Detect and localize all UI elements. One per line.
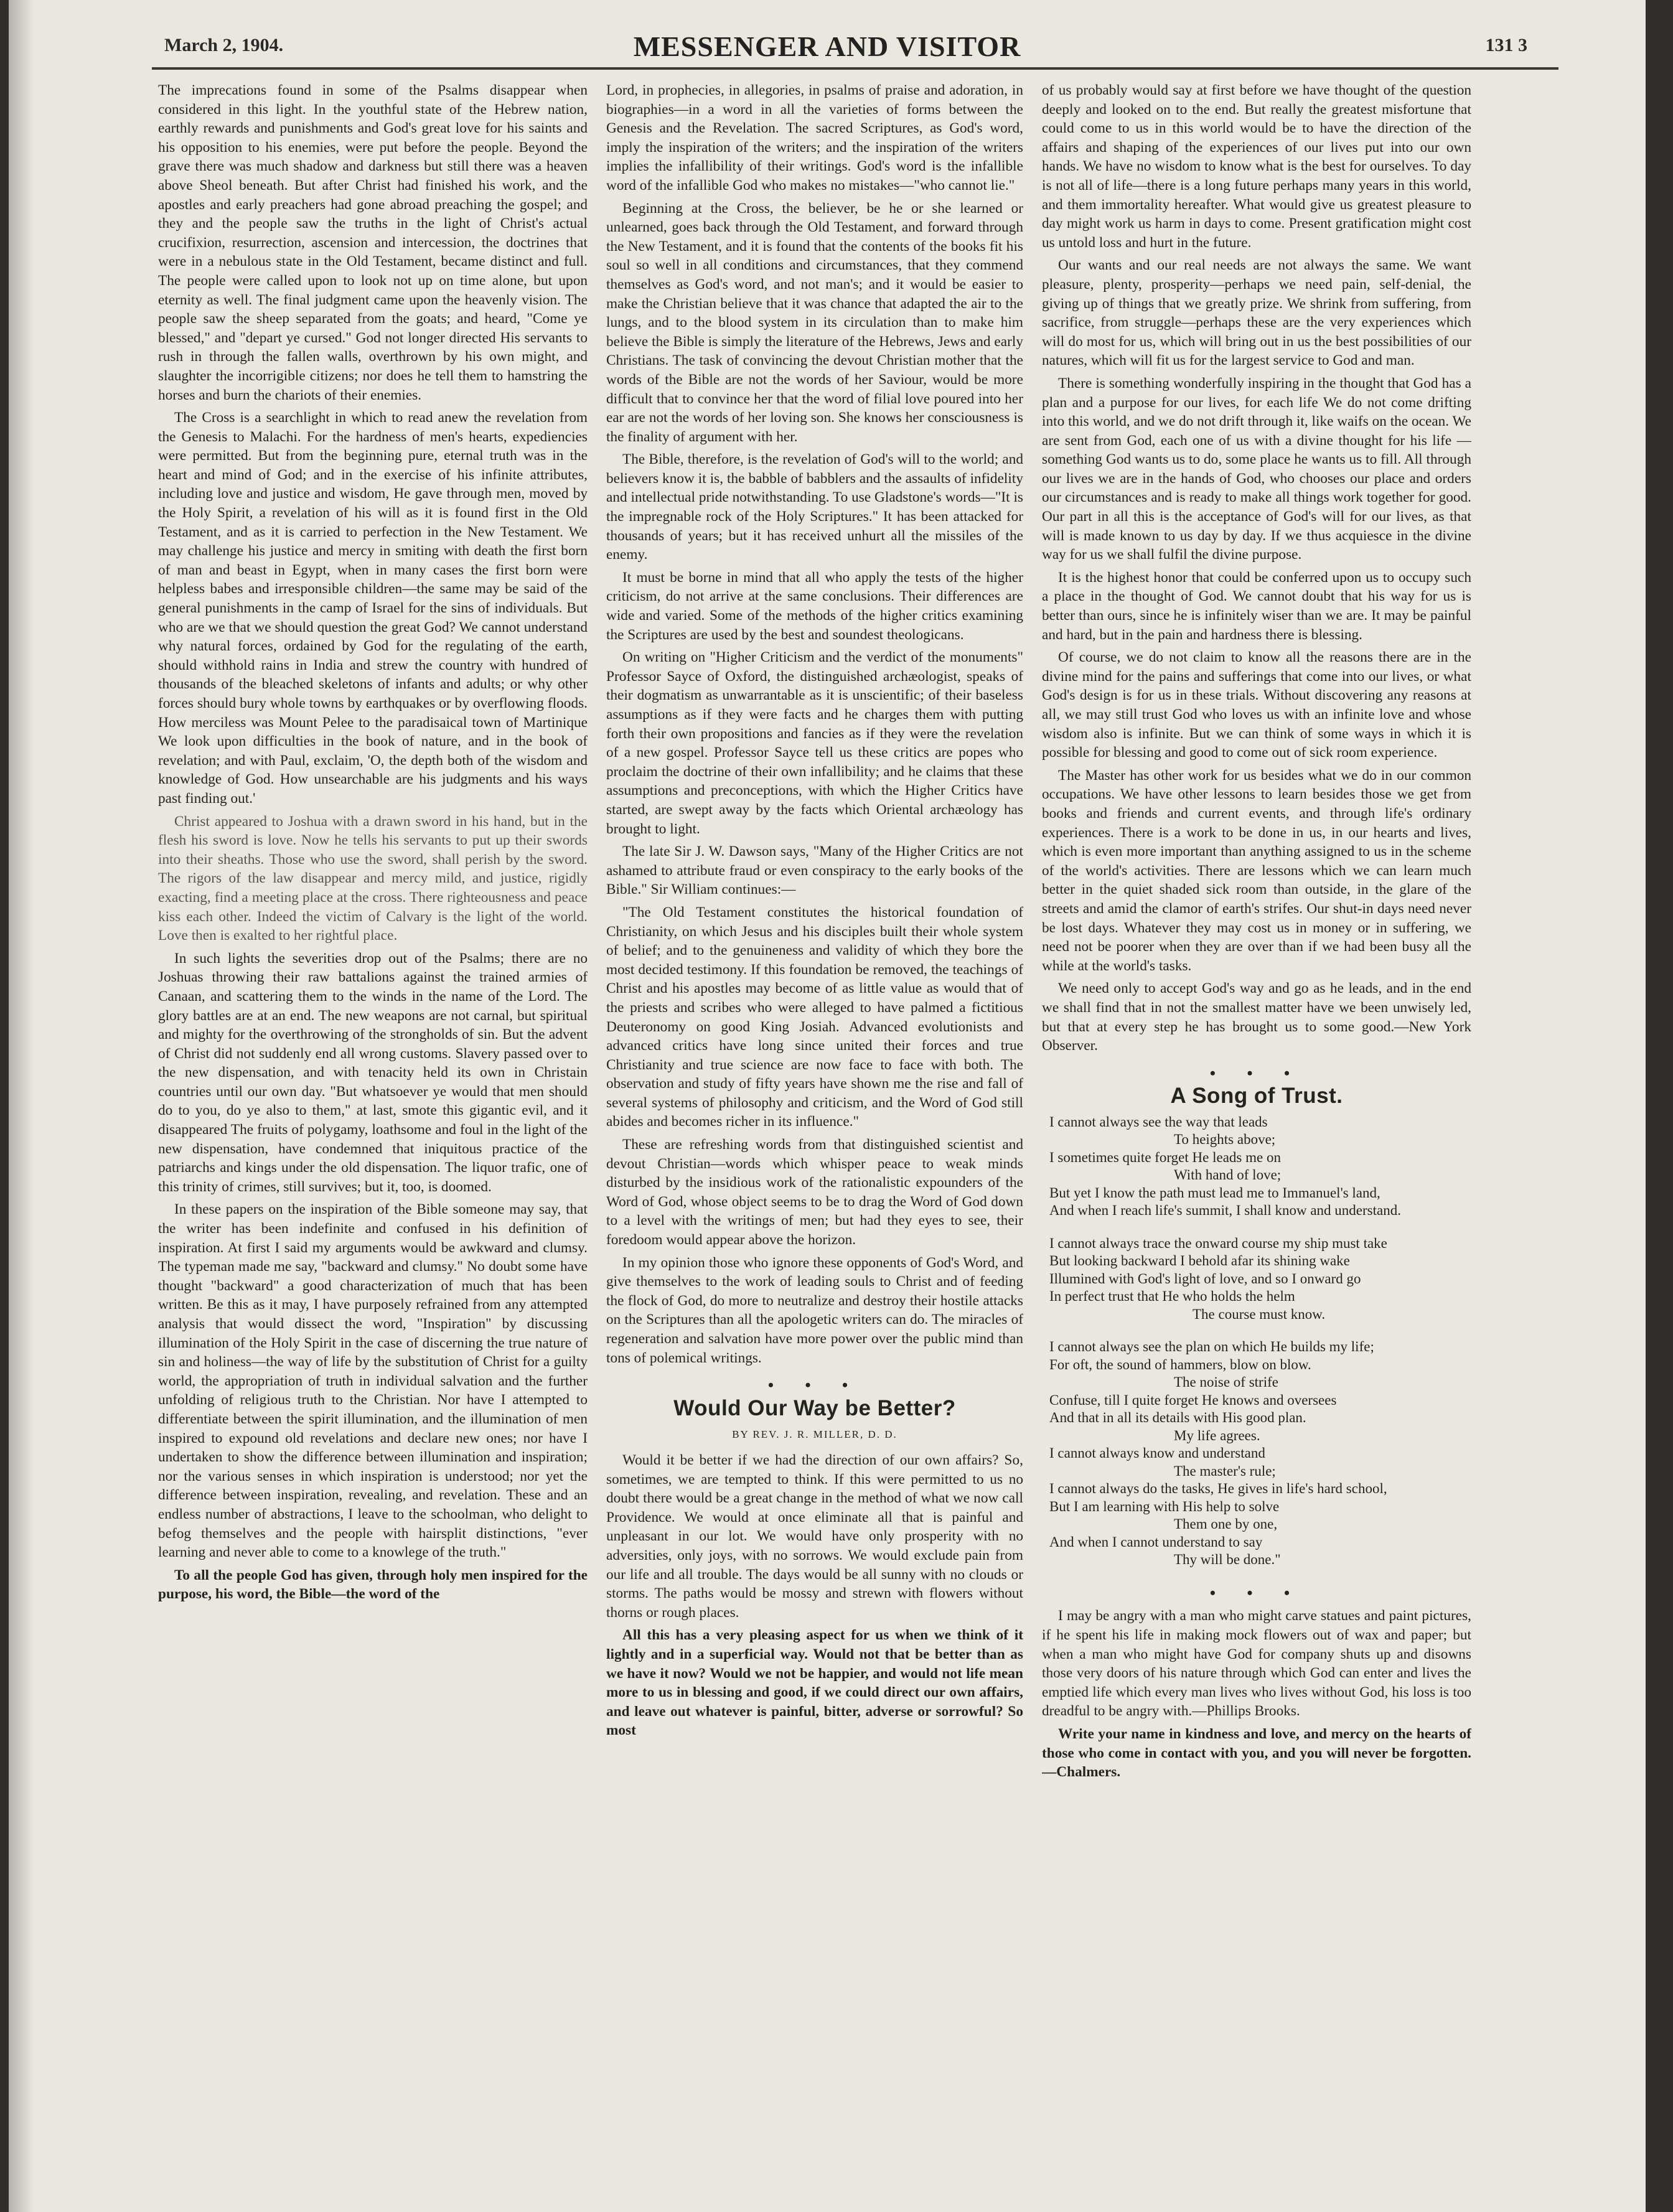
poem-line: To heights above;: [1174, 1132, 1276, 1148]
section-separator: • • •: [1209, 1064, 1304, 1082]
masthead: [9, 30, 1646, 67]
poem-line: And when I cannot understand to say: [1049, 1534, 1263, 1550]
poem-line: I cannot always see the plan on which He builds my life;: [1049, 1339, 1374, 1355]
poem-line: I cannot always know and understand: [1049, 1445, 1265, 1461]
poem-line: And when I reach life's summit, I shall know and understand.: [1049, 1202, 1401, 1219]
page-number: 131 3: [1485, 35, 1527, 55]
col3-paragraph: The Master has other work for us besides what we do in our common occupations. We have other lessons to learn besides those we get from books and friends and current events, and through life's ordinary experiences. There is a work to be done in us, in our hearts and lives, which is even more important than anything assigned to us in the scheme of the world's activities. There are lessons which we can learn much better in the quiet shaded sick room than outside, in the glare of the streets and amid the clamor of earth's strifes. Our shut-in days need never be lost days. Whatever they may cost us in money or in suffering, we need not be poorer when they are over than if we had been busy all the while at the world's tasks.: [1042, 767, 1471, 974]
article2-paragraph: All this has a very pleasing aspect for us when we think of it lightly and in a superficial way. Would not that be better than as we have it now? Would we not be happier, and would not life mean more to us in blessing and good, if we could direct our own affairs, and leave out whatever is painful, bitter, adverse or sorrowful? So most: [606, 1627, 1023, 1739]
col2-paragraph: "The Old Testament constitutes the historical foundation of Christianity, on which Jesus and his disciples built their whole system of belief; and to the genuineness and validity of which they bore the most decided testimony. If this foundation be removed, the teachings of Christ and his apostles may become of as little value as would that of the priests and scribes who were alleged to have palmed a fictitious Deuteronomy on good King Josiah. Advanced evolutionists and advanced critics have long since united their forces and true Christianity and true science are now face to face with both. The observation and study of fifty years have shown me the rise and fall of several systems of philosophy and criticism, and the Word of God still abides and becomes richer in its influence.": [606, 904, 1023, 1130]
article2-paragraph: Would it be better if we had the direction of our own affairs? So, sometimes, we are tempted to think. If this were permitted to us no doubt there would be a great change in the method of what we now call Providence. We would at once eliminate all that is painful and unpleasant in our lot. We would have only prosperity with no adversities, only joys, with no sorrows. We would exclude pain from our life and all trouble. The days would be all sunny with no clouds or storms. The paths would be mossy and strewn with flowers without thorns or rough places.: [606, 1451, 1023, 1621]
poem-line: The noise of strife: [1174, 1374, 1278, 1390]
poem-stanza: [1049, 1113, 1471, 1220]
col2-paragraph: On writing on "Higher Criticism and the verdict of the monuments" Professor Sayce of Oxford, the distinguished archæologist, speaks of their dogmatism as unwarrantable as it is unscientific; of their baseless assumptions as if they were facts and he charges them with putting forth their own propositions and fancies as if they were the revelation of a new gospel. Professor Sayce tell us these critics are popes who proclaim the doctrine of their own infallibility; and he claims that these assumptions and preconceptions, with which the Higher Critics have started, are swept away by the facts which Oriental archæology has brought to light.: [606, 649, 1023, 837]
column-3: [1042, 81, 1471, 2135]
col3-paragraph: There is something wonderfully inspiring in the thought that God has a plan and a purpose for our lives, for each life We do not come drifting into this world, and we do not drift through it, like waifs on the ocean. We are sent from God, each one of us with a divine thought for his life —something God wants us to do, some place he wants us to fill. All through our lives we are in the hands of God, who chooses our place and orders our circumstances and is ready to make all things work together for good. Our part in all this is the acceptance of God's will for our lives, as that will is made known to us day by day. If we thus acquiesce in the divine way for us we shall fulfil the divine purpose.: [1042, 375, 1471, 563]
poem-line: The master's rule;: [1174, 1463, 1276, 1479]
section-separator: • • •: [767, 1376, 862, 1395]
col3-paragraph: of us probably would say at first before we have thought of the question deeply and looked on to the end. But really the greatest misfortune that could come to us in this world would be to have the direction of the affairs and shaping of the experiences of our lives put into our own hands. We have no wisdom to know what is the best for ourselves. To day is not all of life—there is a long future perhaps many years in this world, and them immortality hereafter. What would give us greatest pleasure to day might work us harm in days to come. Present gratification might cost us untold loss and hurt in the future.: [1042, 82, 1471, 251]
column-2: [606, 81, 1023, 2135]
col2-paragraph: These are refreshing words from that distinguished scientist and devout Christian—words which whisper peace to weak minds disturbed by the insidious work of the rationalistic expounders of the Word of God, whose object seems to be to drag the Word of God down to a level with the writings of men; but had they eyes to see, their foredoom would appear above the horizon.: [606, 1136, 1023, 1249]
col2-paragraph: The Bible, therefore, is the revelation of God's will to the world; and believers know it is, the babble of babblers and the assaults of infidelity and intellectual pride notwithstanding. To use Gladstone's words—"It is the impregnable rock of the Holy Scriptures." It has been attacked for thousands of years; but it has received unhurt all the missiles of the enemy.: [606, 451, 1023, 563]
col1-paragraph: In these papers on the inspiration of the Bible someone may say, that the writer has been indefinite and confused in his definition of inspiration. At first I said my arguments would be awkward and clumsy. The typeman made me say, "backward and clumsy." No doubt some have thought "backward" a good characterization of much that has been written. Be this as it may, I have purposely refrained from any attempted analysis that would dissect the word, "Inspiration" by discussing illumination of the Holy Spirit in the case of discerning the true nature of sin and holiness—the way of life by the substitution of Christ for a guilty world, the appropriation of truth in individual salvation and the further unfolding of religious truth to the Christian. Nor have I attempted to differentiate between the spirit illumination, and the illumination of men inspired to expound old revelations and declare new ones; nor have I undertaken to show the difference between illumination and inspiration; nor the various senses in which inspiration is understood; nor yet the difference between inspiration, revealing, and revelation. These and an endless number of abstractions, I leave to the schoolman, who delight to befog themselves and the people with hairsplit distinctions, "ever learning and never able to come to a knowlege of the truth.": [158, 1201, 588, 1561]
closing-paragraph: I may be angry with a man who might carve statues and paint pictures, if he spent his life in making mock flowers out of wax and paper; but when a man who might have God for company shuts up and disowns those very doors of his nature through which God can enter and lives the emptied life which every man lives who lives without God, his loss is too dreadful to be angry with.—Phillips Brooks.: [1042, 1608, 1471, 1720]
poem-line: I cannot always trace the onward course my ship must take: [1049, 1235, 1387, 1251]
poem-line: But I am learning with His help to solve: [1049, 1498, 1280, 1514]
newspaper-title: MESSENGER AND VISITOR: [633, 30, 1021, 62]
col3-paragraph: It is the highest honor that could be conferred upon us to occupy such a place in the thought of God. We cannot doubt that his way for us is better than ours, since he is infinitely wiser than we are. It may be painful and hard, but in the pain and hardness there is blessing.: [1042, 569, 1471, 643]
poem-line: Confuse, till I quite forget He knows and oversees: [1049, 1392, 1337, 1408]
col3-paragraph: We need only to accept God's way and go as he leads, and in the end we shall find that in not the smallest matter have we been unwisely led, but that at every step he has brought us to some good.—New York Observer.: [1042, 980, 1471, 1054]
closing-paragraph: Write your name in kindness and love, and mercy on the hearts of those who come in contact with you, and you will never be forgotten.—Chalmers.: [1042, 1726, 1471, 1781]
poem-title: A Song of Trust.: [1170, 1084, 1343, 1108]
poem-line: Them one by one,: [1174, 1516, 1278, 1532]
poem-line: I cannot always do the tasks, He gives in life's hard school,: [1049, 1481, 1387, 1497]
article-title: Would Our Way be Better?: [673, 1395, 956, 1420]
issue-date: March 2, 1904.: [164, 35, 284, 55]
page-edge-shadow: [9, 0, 34, 2212]
col3-paragraph: Our wants and our real needs are not always the same. We want pleasure, plenty, prosperity—perhaps we need pain, self-denial, the giving up of things that we greatly prize. We shrink from suffering, from sacrifice, from struggle—perhaps these are the very experiences which will do most for us, which will bring out in us the best possibilities of our natures, which will fit us for the largest service to God and man.: [1042, 257, 1471, 369]
poem-line: In perfect trust that He who holds the helm: [1049, 1288, 1295, 1305]
poem-line: With hand of love;: [1174, 1167, 1282, 1183]
newspaper-page: [9, 0, 1646, 2212]
poem-line: And that in all its details with His good plan.: [1049, 1410, 1306, 1426]
poem-line: I sometimes quite forget He leads me on: [1049, 1149, 1281, 1165]
col1-paragraph: Christ appeared to Joshua with a drawn sword in his hand, but in the flesh his sword is love. Now he tells his servants to put up their swords into their sheaths. Those who use the sword, shall perish by the sword. The rigors of the law disappear and mercy mild, and justice, rigidly exacting, find a meeting place at the cross. There righteousness and peace kiss each other. Indeed the victim of Calvary is the light of the world. Love then is exalted to her rightful place.: [158, 813, 588, 944]
col1-paragraph: The Cross is a searchlight in which to read anew the revelation from the Genesis to Malachi. For the hardness of men's hearts, expediencies were permitted. But from the beginning pure, eternal truth was in the heart and mind of God; and in the exercise of his infinite attributes, including love and justice and wisdom, He gave through men, moved by the Holy Spirit, a revelation of his will as it is found first in the Old Testament, and as it is carried to perfection in the New Testament. We may challenge his justice and mercy in smiting with death the first born of man and beast in Egypt, when in many cases the first born were helpless babes and irresponsible children—the same may be said of the general punishments in the camp of Israel for the sins of individuals. But who are we that we should question the great God? We cannot understand why natural forces, ordained by God for the regulating of the earth, should withhold rains in India and strew the country with hundred of thousands of the bleached skeletons of infants and adults; or why other forces should bury whole towns by earthquakes or by overflowing floods. How merciless was Mount Pelee to the paradisaical town of Martinique We look upon difficulties in the book of nature, and in the book of revelation; and with Paul, exclaim, 'O, the depth both of the wisdom and knowledge of God. How unsearchable are his judgments and his ways past finding out.': [158, 410, 588, 807]
poem-line: Illumined with God's light of love, and so I onward go: [1049, 1270, 1361, 1286]
poem-line: My life agrees.: [1174, 1427, 1260, 1443]
poem-line: Thy will be done.": [1174, 1552, 1281, 1568]
col2-paragraph: Lord, in prophecies, in allegories, in psalms of praise and adoration, in biographies—in a word in all the varieties of forms between the Genesis and the Revelation. The sacred Scriptures, as God's word, imply the inspiration of the writers; and the inspiration of the writers implies the infallibility of their writings. God's word is the infallible word of the infallible God who makes no mistakes—"who cannot lie.": [606, 82, 1023, 194]
col2-paragraph: Beginning at the Cross, the believer, be he or she learned or unlearned, goes back through the Old Testament, and forward through the New Testament, and it is found that the contents of the books fit his soul so well in all conditions and circumstances, that they commend themselves as God's word, and not man's; and it would be easier to make the Christian believe that it was chance that adapted the air to the lungs, and to the blood system in its circulation than to make him believe the Bible is simply the literature of the Hebrews, Jews and early Christians. The task of convincing the devout Christian mother that the words of the Bible are not the words of her Saviour, would be more difficult that to convince her that the word of filial love poured into her ear are not the words of her loving son. She knows her consciousness is the finality of argument with her.: [606, 200, 1023, 445]
poem: [1049, 1113, 1471, 1569]
col2-paragraph: The late Sir J. W. Dawson says, "Many of the Higher Critics are not ashamed to attribute fraud or even conspiracy to the early books of the Bible." Sir William continues:—: [606, 843, 1023, 898]
poem-line: I cannot always see the way that leads: [1049, 1113, 1268, 1130]
col1-paragraph: The imprecations found in some of the Psalms disappear when considered in this light. In the youthful state of the Hebrew nation, earthly rewards and punishments and God's great love for his saints and his opposition to his enemies, were put before the people. Beyond the grave there was much shadow and darkness but still there was a heaven above Sheol beneath. But after Christ had finished his work, and the apostles and early preachers had gone abroad preaching the gospel; and they and the people saw the truths in the light of Christ's actual crucifixion, resurrection, ascension and intercession, the doctrines that were in a nebulous state in the Old Testament, became distinct and full. The people were called upon to look not up on time alone, but upon eternity as well. The final judgment came upon the heavenly vision. The people saw the sheep separated from the goats; and heard, "Come ye blessed," and "depart ye cursed." God not longer directed His servants to rush in through the fallen walls, overthrown by his own might, and slaughter the incorrigible citizens; nor does he tell them to hamstring the horses and burn the chariots of their enemies.: [158, 82, 588, 403]
poem-line: But looking backward I behold afar its shining wake: [1049, 1253, 1350, 1269]
article-byline: BY REV. J. R. MILLER, D. D.: [732, 1428, 897, 1441]
col3-paragraph: Of course, we do not claim to know all the reasons there are in the divine mind for the pains and sufferings that come into our lives, or what God's design is for us in these trials. Without discovering any reasons at all, we may still trust God who loves us with an infinite love and whose wisdom also is infinite. But we can think of some ways in which it is possible for blessing and good to come out of sick room experience.: [1042, 649, 1471, 761]
poem-line: The course must know.: [1193, 1306, 1326, 1322]
col2-paragraph: In my opinion those who ignore these opponents of God's Word, and give themselves to the work of leading souls to Christ and of feeding the flock of God, do more to neutralize and destroy their hostile attacks on the Scriptures than all the apologetic writers can do. The miracles of regeneration and salvation have more power over the public mind than tons of polemical writings.: [606, 1254, 1023, 1366]
section-separator: • • •: [1209, 1583, 1304, 1602]
poem-stanza: [1049, 1235, 1471, 1324]
poem-line: But yet I know the path must lead me to Immanuel's land,: [1049, 1184, 1380, 1201]
col1-paragraph: In such lights the severities drop out of the Psalms; there are no Joshuas throwing their raw battalions against the trained armies of Canaan, and scattering them to the winds in the name of the Lord. The glory battles are at an end. The new weapons are not carnal, but spiritual and mighty for the overthrowing of the strongholds of sin. But the advent of Christ did not suddenly end all wrong customs. Slavery passed over to the new dispensation, and with tenacity held its own in Christain countries until our own day. "But whatsoever ye would that men should do to you, do ye also to them," at last, smote this gigantic evil, and it disappeared The fruits of polygamy, loathsome and foul in the light of the new dispensation, have condemned that iniquitous practice of the patriarchs and kings under the old dispensation. The liquor trafic, one of this trinity of crimes, still survives; but it, too, is doomed.: [158, 950, 588, 1195]
masthead-rule: [152, 67, 1558, 70]
poem-stanza: [1049, 1338, 1471, 1569]
col1-paragraph: To all the people God has given, through holy men inspired for the purpose, his word, the Bible—the word of the: [158, 1567, 588, 1603]
poem-line: For oft, the sound of hammers, blow on blow.: [1049, 1356, 1311, 1372]
col2-paragraph: It must be borne in mind that all who apply the tests of the higher criticism, do not arrive at the same conclusions. Their differences are wide and varied. Some of the methods of the higher critics examining the Scriptures are used by the best and soundest theologicans.: [606, 569, 1023, 643]
column-1: [158, 81, 588, 2135]
